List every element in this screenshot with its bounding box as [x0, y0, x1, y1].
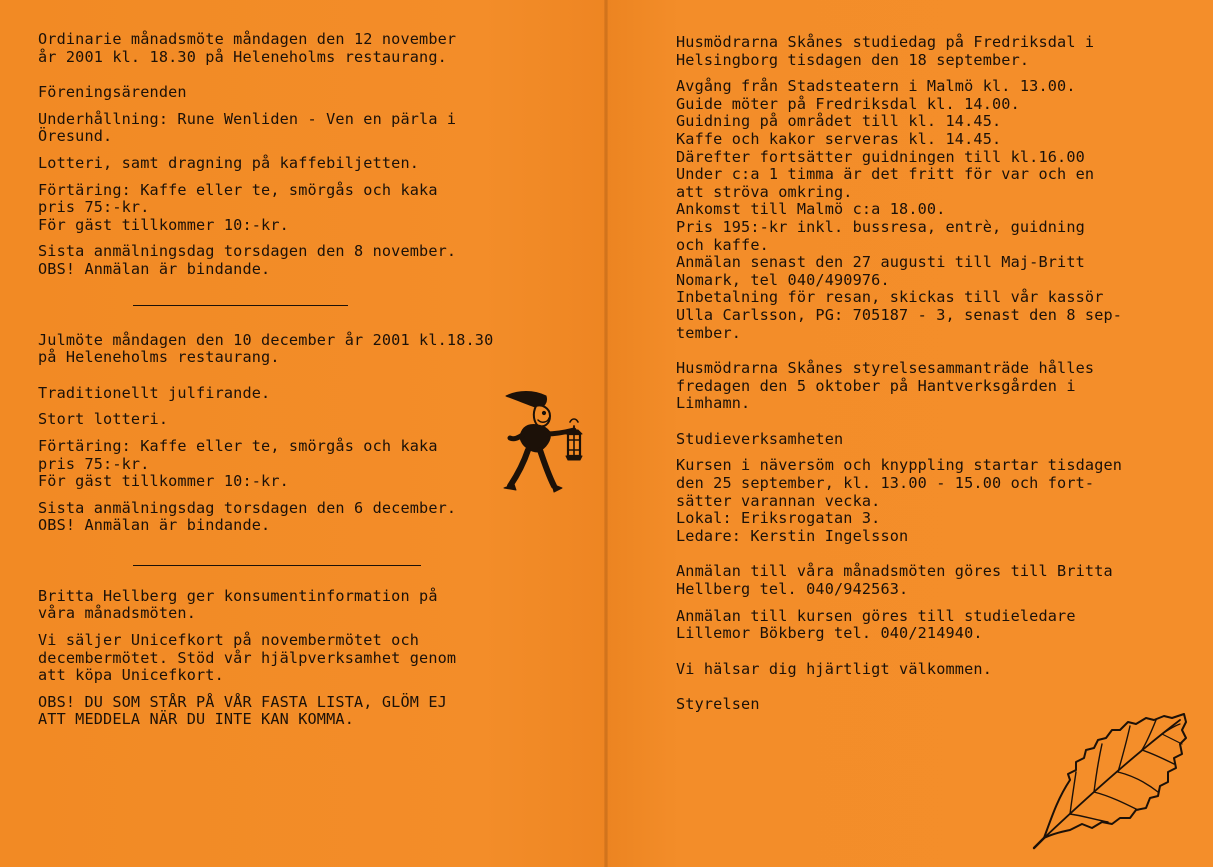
signup-meetings-text: Anmälan till våra månadsmöten göres till Britta Hellberg tel. 040/942563. [676, 562, 1113, 599]
study-title: Studieverksamheten [676, 429, 844, 448]
section-title: Föreningsärenden [38, 83, 187, 102]
refreshments-text: Förtäring: Kaffe eller te, smörgås och kaka pris 75:-kr. För gäst tillkommer 10:-kr. [38, 180, 438, 234]
big-lottery-text: Stort lotteri. [38, 410, 169, 429]
right-column [676, 34, 1196, 723]
consumer-info-text: Britta Hellberg ger konsumentinformation på våra månadsmöten. [38, 586, 438, 623]
signature-text: Styrelsen [676, 695, 760, 714]
study-day-text: Husmödrarna Skånes studiedag på Fredriksdal i Helsingborg tisdagen den 18 september. [676, 33, 1095, 69]
courses-text: Kursen i näversöm och knyppling startar tisdagen den 25 september, kl. 13.00 - 15.00 och fort- sätter varannan vecka. Lokal: Eriksrogatan 3. Ledare: Kerstin Ingelsson [676, 456, 1123, 545]
welcome-text: Vi hälsar dig hjärtligt välkommen. [676, 659, 992, 678]
refreshments-text-2: Förtäring: Kaffe eller te, smörgås och kaka pris 75:-kr. För gäst tillkommer 10:-kr. [38, 436, 438, 491]
divider-rule-2 [133, 565, 421, 566]
page-fold [604, 0, 608, 867]
monthly-meeting-text: Ordinarie månadsmöte måndagen den 12 november år 2001 kl. 18.30 på Heleneholms restaurang. [38, 30, 457, 66]
leaf-icon [1030, 712, 1195, 852]
left-column [38, 31, 578, 738]
deadline-text: Sista anmälningsdag torsdagen den 8 november. OBS! Anmälan är bindande. [38, 242, 457, 278]
divider-rule [133, 305, 348, 306]
christmas-meeting-text: Julmöte måndagen den 10 december år 2001 kl.18.30 på Heleneholms restaurang. [38, 330, 494, 367]
gnome-with-lantern-icon [498, 382, 598, 500]
board-meeting-text: Husmödrarna Skånes styrelsesammanträde hålles fredagen den 5 oktober på Hantverksgården i Limhamn. [676, 359, 1095, 413]
notice-text: OBS! DU SOM STÅR PÅ VÅR FASTA LISTA, GLÖM EJ ATT MEDDELA NÄR DU INTE KAN KOMMA. [38, 692, 447, 729]
signup-courses-text: Anmälan till kursen göres till studieledare Lillemor Bökberg tel. 040/214940. [676, 606, 1076, 643]
traditional-text: Traditionellt julfirande. [38, 383, 271, 402]
entertainment-text: Underhållning: Rune Wenliden - Ven en pärla i Öresund. [38, 109, 457, 146]
unicef-text: Vi säljer Unicefkort på novembermötet och decembermötet. Stöd vår hjälpverksamhet genom att köpa Unicefkort. [38, 631, 457, 685]
schedule-text: Avgång från Stadsteatern i Malmö kl. 13.00. Guide möter på Fredriksdal kl. 14.00. Guidning på området till kl. 14.45. Kaffe och kakor serveras kl. 14.45. Därefter fortsätter guidningen till kl.16.00 Under c:a 1 timma är det fritt för var och en att ströva omkring. Ankomst till Malmö c:a 18.00. Pris 195:-kr inkl. bussresa, entrè, guidning och kaffe. Anmälan senast den 27 augusti till Maj-Britt Nomark, tel 040/490976. Inbetalning för resan, skickas till vår kassör Ulla Carlsson, PG: 705187 - 3, senast den 8 sep- tember. [676, 77, 1123, 342]
lottery-text: Lotteri, samt dragning på kaffebiljetten. [38, 153, 420, 172]
deadline-text-2: Sista anmälningsdag torsdagen den 6 december. OBS! Anmälan är bindande. [38, 498, 457, 535]
